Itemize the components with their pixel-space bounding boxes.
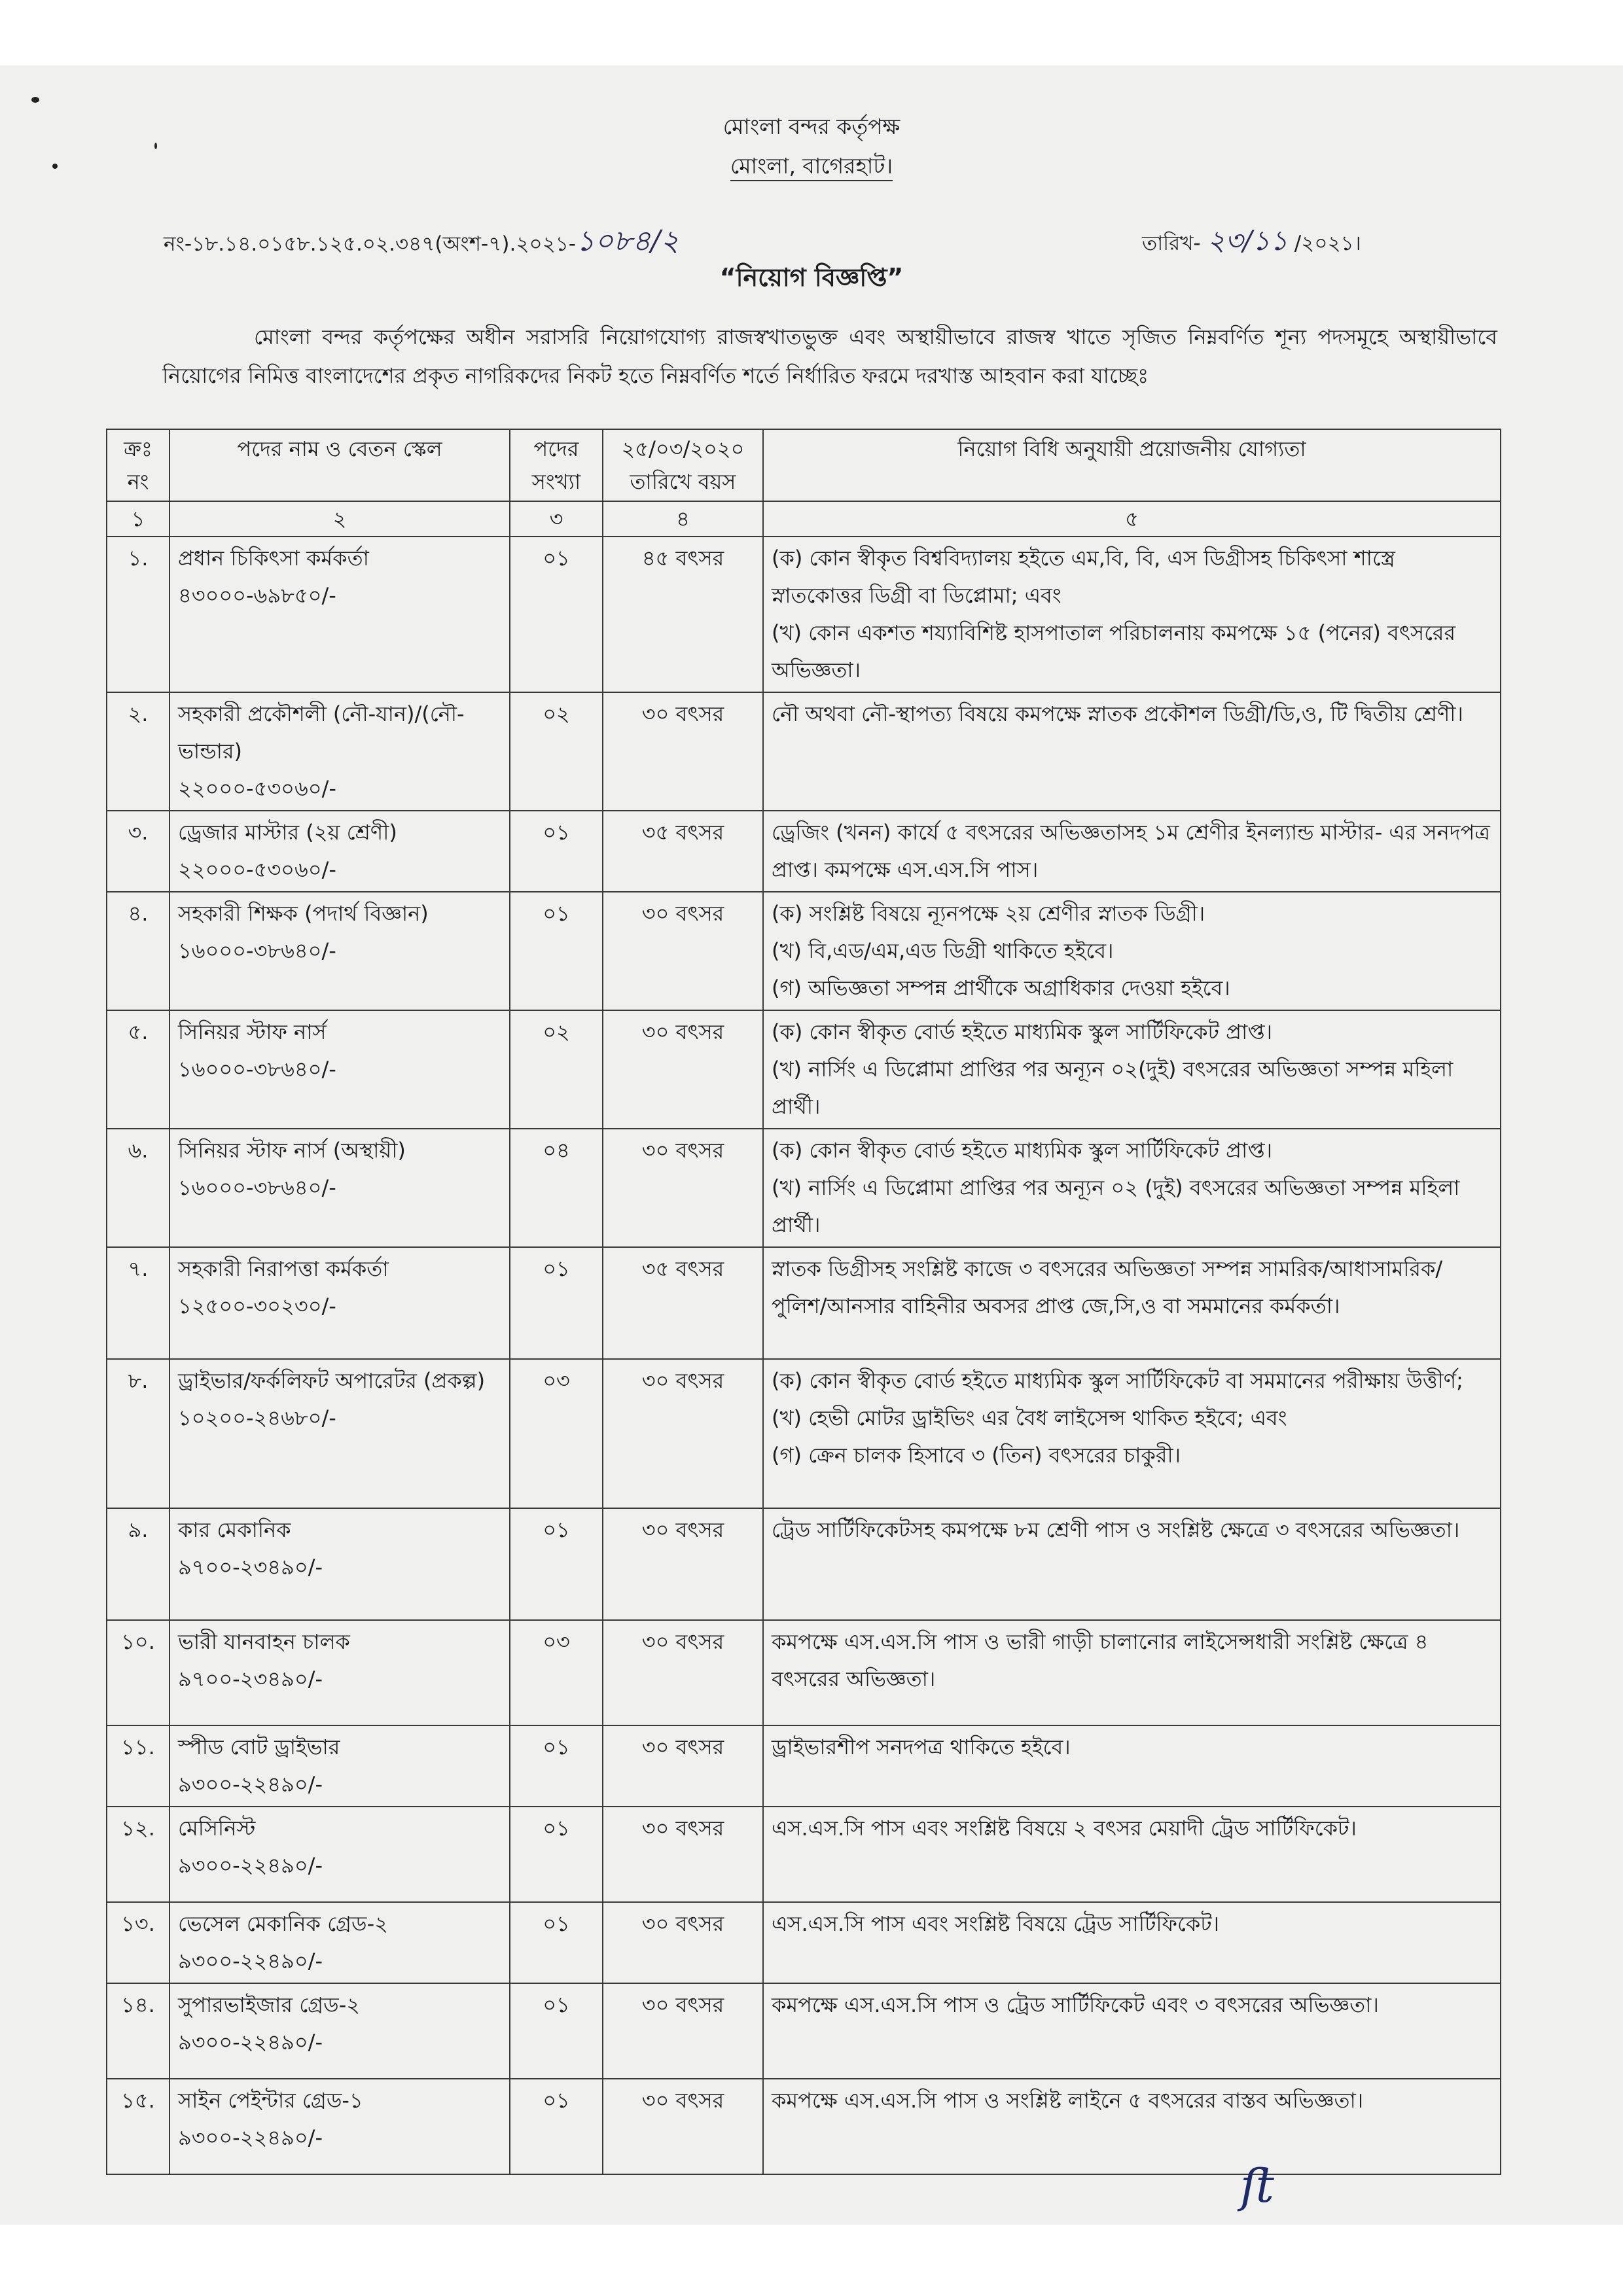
qualification-line: (খ) নার্সিং এ ডিপ্লোমা প্রাপ্তির পর অন্যূন ০২(দুই) বৎসরের অভিজ্ঞতা সম্পন্ন মহিলা প্রার্থী। <box>772 1057 1454 1119</box>
post-cell <box>169 1359 510 1508</box>
post-cell <box>169 537 510 692</box>
index-cell: ৪ <box>603 501 763 537</box>
pay-scale: ১২৫০০-৩০২৩০/- <box>178 1294 336 1318</box>
header-post: পদের নাম ও বেতন স্কেল <box>169 429 510 501</box>
post-name: সহকারী প্রকৌশলী (নৌ-যান)/(নৌ-ভান্ডার) <box>178 701 465 764</box>
pay-scale: ৯৩০০-২২৪৯০/- <box>178 1949 323 1973</box>
qualification-cell <box>763 1129 1501 1247</box>
count-cell: ০১ <box>510 1902 603 1983</box>
pay-scale: ৯৩০০-২২৪৯০/- <box>178 2030 323 2055</box>
serial-cell: ২. <box>107 692 169 811</box>
index-cell: ২ <box>169 501 510 537</box>
qualification-cell <box>763 1010 1501 1129</box>
serial-cell: ৪. <box>107 892 169 1010</box>
scan-speck <box>154 143 157 149</box>
post-cell <box>169 1129 510 1247</box>
table-row <box>107 1359 1501 1508</box>
qualification-line: (ক) কোন স্বীকৃত বোর্ড হইতে মাধ্যমিক স্কুল সার্টিফিকেট প্রাপ্ত। <box>772 1138 1273 1163</box>
count-cell: ০২ <box>510 1010 603 1129</box>
table-row <box>107 2079 1501 2174</box>
table-row <box>107 1902 1501 1983</box>
post-cell <box>169 1508 510 1620</box>
post-name: ড্রাইভার/ফর্কলিফট অপারেটর (প্রকল্প) <box>178 1368 486 1393</box>
qualification-line: (খ) কোন একশত শয্যাবিশিষ্ট হাসপাতাল পরিচালনায় কমপক্ষে ১৫ (পনের) বৎসরের অভিজ্ঞতা। <box>772 620 1456 682</box>
pay-scale: ১০২০০-২৪৬৮০/- <box>178 1405 336 1430</box>
qualification-line: (ক) কোন স্বীকৃত বোর্ড হইতে মাধ্যমিক স্কুল সার্টিফিকেট প্রাপ্ত। <box>772 1019 1273 1044</box>
post-cell <box>169 1807 510 1902</box>
qualification-cell <box>763 1359 1501 1508</box>
table-row <box>107 537 1501 692</box>
pay-scale: ৯৭০০-২৩৪৯০/- <box>178 1667 323 1691</box>
count-cell: ০১ <box>510 1983 603 2079</box>
pay-scale: ১৬০০০-৩৮৬৪০/- <box>178 1175 336 1200</box>
serial-cell: ১৩. <box>107 1902 169 1983</box>
count-cell: ০৪ <box>510 1129 603 1247</box>
serial-cell: ১০. <box>107 1620 169 1725</box>
post-cell <box>169 1725 510 1807</box>
table-row <box>107 1010 1501 1129</box>
qualification-line: (ক) কোন স্বীকৃত বোর্ড হইতে মাধ্যমিক স্কুল সার্টিফিকেট বা সমমানের পরীক্ষায় উত্তীর্ণ; <box>772 1368 1463 1393</box>
pay-scale: ১৬০০০-৩৮৬৪০/- <box>178 938 336 963</box>
qualification-cell <box>763 811 1501 892</box>
count-cell: ০১ <box>510 2079 603 2174</box>
post-name: কার মেকানিক <box>178 1517 291 1542</box>
serial-cell: ১১. <box>107 1725 169 1807</box>
count-cell: ০১ <box>510 537 603 692</box>
qualification-cell <box>763 1247 1501 1359</box>
notice-title: “নিয়োগ বিজ্ঞপ্তি” <box>719 263 904 292</box>
table-row <box>107 1129 1501 1247</box>
pay-scale: ৯৭০০-২৩৪৯০/- <box>178 1555 323 1580</box>
post-cell <box>169 1620 510 1725</box>
post-name: মেসিনিস্ট <box>178 1816 256 1841</box>
qualification-line: কমপক্ষে এস.এস.সি পাস ও সংশ্লিষ্ট লাইনে ৫ বৎসরের বাস্তব অভিজ্ঞতা। <box>772 2088 1364 2113</box>
age-cell: ৩০ বৎসর <box>603 1902 763 1983</box>
qualification-cell <box>763 692 1501 811</box>
age-cell: ৩০ বৎসর <box>603 1983 763 2079</box>
qualification-line: এস.এস.সি পাস এবং সংশ্লিষ্ট বিষয়ে ট্রেড সার্টিফিকেট। <box>772 1911 1220 1936</box>
qualification-cell <box>763 537 1501 692</box>
intro-paragraph: মোংলা বন্দর কর্তৃপক্ষের অধীন সরাসরি নিয়োগযোগ্য রাজস্বখাতভুক্ত এবং অস্থায়ীভাবে রাজস্ব খাতে সৃজিত নিম্নবর্ণিত শূন্য পদসমূহে অস্থায়ীভাবে নিয়োগের নিমিত্ত বাংলাদেশের প্রকৃত নাগরিকদের নিকট হতে নিম্নবর্ণিত শর্তে নির্ধারিত ফরমে দরখাস্ত আহবান করা যাচ্ছেঃ <box>162 325 1497 388</box>
table-row <box>107 892 1501 1010</box>
table-row <box>107 811 1501 892</box>
serial-cell: ১. <box>107 537 169 692</box>
qualification-line: ড্রেজিং (খনন) কার্যে ৫ বৎসরের অভিজ্ঞতাসহ ১ম শ্রেণীর ইনল্যান্ড মাস্টার- এর সনদপত্র প্রাপ্ত। কমপক্ষে এস.এস.সি পাস। <box>772 820 1490 882</box>
post-name: সিনিয়র স্টাফ নার্স (অস্থায়ী) <box>178 1138 406 1163</box>
post-cell <box>169 811 510 892</box>
pay-scale: ২২০০০-৫৩০৬০/- <box>178 776 336 801</box>
age-cell: ৩০ বৎসর <box>603 692 763 811</box>
header-age: ২৫/০৩/২০২০ তারিখে বয়স <box>603 429 763 501</box>
count-cell: ০১ <box>510 1725 603 1807</box>
post-cell <box>169 2079 510 2174</box>
serial-cell: ৮. <box>107 1359 169 1508</box>
memo-number-printed: নং-১৮.১৪.০১৫৮.১২৫.০২.৩৪৭(অংশ-৭).২০২১- <box>164 232 577 256</box>
serial-cell: ৭. <box>107 1247 169 1359</box>
count-cell: ০৩ <box>510 1620 603 1725</box>
age-cell: ৩০ বৎসর <box>603 1508 763 1620</box>
pay-scale: ৯৩০০-২২৪৯০/- <box>178 2125 323 2150</box>
age-cell: ৪৫ বৎসর <box>603 537 763 692</box>
qualification-line: কমপক্ষে এস.এস.সি পাস ও ট্রেড সার্টিফিকেট এবং ৩ বৎসরের অভিজ্ঞতা। <box>772 1992 1379 2017</box>
post-name: সিনিয়র স্টাফ নার্স <box>178 1019 327 1044</box>
memo-number-handwritten: ১০৮৪/২ <box>576 224 679 258</box>
pay-scale: ১৬০০০-৩৮৬৪০/- <box>178 1057 336 1082</box>
qualification-line: স্নাতক ডিগ্রীসহ সংশ্লিষ্ট কাজে ৩ বৎসরের অভিজ্ঞতা সম্পন্ন সামরিক/আধাসামরিক/পুলিশ/আনসার বাহিনীর অবসর প্রাপ্ত জে,সি,ও বা সমমানের কর্মকর্তা। <box>772 1256 1443 1318</box>
qualification-cell <box>763 1725 1501 1807</box>
table-row <box>107 1725 1501 1807</box>
scan-speck <box>31 97 39 103</box>
qualification-line: ড্রাইভারশীপ সনদপত্র থাকিতে হইবে। <box>772 1735 1071 1759</box>
count-cell: ০১ <box>510 892 603 1010</box>
post-name: সুপারভাইজার গ্রেড-২ <box>178 1992 361 2017</box>
qualification-line: (খ) বি,এড/এম,এড ডিগ্রী থাকিতে হইবে। <box>772 938 1114 963</box>
post-name: প্রধান চিকিৎসা কর্মকর্তা <box>178 546 369 571</box>
age-cell: ৩০ বৎসর <box>603 1129 763 1247</box>
count-cell: ০১ <box>510 1247 603 1359</box>
post-cell <box>169 1983 510 2079</box>
qualification-cell <box>763 1508 1501 1620</box>
pay-scale: ৯৩০০-২২৪৯০/- <box>178 1853 323 1878</box>
qualification-line: (গ) অভিজ্ঞতা সম্পন্ন প্রার্থীকে অগ্রাধিকার দেওয়া হইবে। <box>772 976 1230 1000</box>
post-name: ড্রেজার মাস্টার (২য় শ্রেণী) <box>178 820 397 845</box>
table-row <box>107 1807 1501 1902</box>
age-cell: ৩০ বৎসর <box>603 1010 763 1129</box>
date-year: /২০২১। <box>1294 232 1361 255</box>
age-cell: ৩৫ বৎসর <box>603 811 763 892</box>
qualification-cell <box>763 1620 1501 1725</box>
post-cell <box>169 1902 510 1983</box>
table-header-row <box>107 429 1501 501</box>
qualification-line: কমপক্ষে এস.এস.সি পাস ও ভারী গাড়ী চালানোর লাইসেন্সধারী সংশ্লিষ্ট ক্ষেত্রে ৪ বৎসরের অভিজ্ঞতা। <box>772 1629 1429 1691</box>
header-qualification: নিয়োগ বিধি অনুযায়ী প্রয়োজনীয় যোগ্যতা <box>763 429 1501 501</box>
qualification-line: ট্রেড সার্টিফিকেটসহ কমপক্ষে ৮ম শ্রেণী পাস ও সংশ্লিষ্ট ক্ষেত্রে ৩ বৎসরের অভিজ্ঞতা। <box>772 1517 1460 1542</box>
qualification-cell <box>763 1902 1501 1983</box>
organization-address: মোংলা, বাগেরহাট। <box>0 152 1623 181</box>
serial-cell: ১৪. <box>107 1983 169 2079</box>
serial-cell: ৫. <box>107 1010 169 1129</box>
index-cell: ৫ <box>763 501 1501 537</box>
organization-name: মোংলা বন্দর কর্তৃপক্ষ <box>722 114 901 139</box>
age-cell: ৩০ বৎসর <box>603 1359 763 1508</box>
age-cell: ৩০ বৎসর <box>603 892 763 1010</box>
date-label: তারিখ- <box>1142 232 1201 255</box>
qualification-line: এস.এস.সি পাস এবং সংশ্লিষ্ট বিষয়ে ২ বৎসর মেয়াদী ট্রেড সার্টিফিকেট। <box>772 1816 1357 1841</box>
post-name: সহকারী শিক্ষক (পদার্থ বিজ্ঞান) <box>178 901 429 926</box>
count-cell: ০১ <box>510 1807 603 1902</box>
qualification-cell <box>763 1983 1501 2079</box>
index-cell: ১ <box>107 501 169 537</box>
table-index-row <box>107 501 1501 537</box>
pay-scale: ২২০০০-৫৩০৬০/- <box>178 857 336 882</box>
serial-cell: ৯. <box>107 1508 169 1620</box>
age-cell: ৩০ বৎসর <box>603 1725 763 1807</box>
post-cell <box>169 1247 510 1359</box>
qualification-line: (ক) কোন স্বীকৃত বিশ্ববিদ্যালয় হইতে এম,বি, বি, এস ডিগ্রীসহ চিকিৎসা শাস্ত্রে স্নাতকোত্তর ডিগ্রী বা ডিপ্লোমা; এবং <box>772 546 1395 608</box>
age-cell: ৩৫ বৎসর <box>603 1247 763 1359</box>
count-cell: ০২ <box>510 692 603 811</box>
age-cell: ৩০ বৎসর <box>603 2079 763 2174</box>
post-name: স্পীড বোট ড্রাইভার <box>178 1735 340 1759</box>
table-row <box>107 1983 1501 2079</box>
qualification-cell <box>763 2079 1501 2174</box>
qualification-line: (ক) সংশ্লিষ্ট বিষয়ে ন্যূনপক্ষে ২য় শ্রেণীর স্নাতক ডিগ্রী। <box>772 901 1205 926</box>
qualification-line: (খ) হেভী মোটর ড্রাইভিং এর বৈধ লাইসেন্স থাকিত হইবে; এবং <box>772 1405 1287 1430</box>
pay-scale: ৯৩০০-২২৪৯০/- <box>178 1772 323 1797</box>
header-serial: ক্রঃ নং <box>107 429 169 501</box>
post-name: ভারী যানবাহন চালক <box>178 1629 350 1654</box>
qualification-line: নৌ অথবা নৌ-স্থাপত্য বিষয়ে কমপক্ষে স্নাতক প্রকৌশল ডিগ্রী/ডি,ও, টি দ্বিতীয় শ্রেণী। <box>772 701 1463 726</box>
qualification-line: (খ) নার্সিং এ ডিপ্লোমা প্রাপ্তির পর অন্যূন ০২ (দুই) বৎসরের অভিজ্ঞতা সম্পন্ন মহিলা প্রার্থী। <box>772 1175 1460 1237</box>
table-row <box>107 692 1501 811</box>
pay-scale: ৪৩০০০-৬৯৮৫০/- <box>178 583 336 608</box>
qualification-cell <box>763 1807 1501 1902</box>
header-count: পদের সংখ্যা <box>510 429 603 501</box>
date-handwritten: ২৩/১১ <box>1207 224 1288 256</box>
index-cell: ৩ <box>510 501 603 537</box>
age-cell: ৩০ বৎসর <box>603 1620 763 1725</box>
serial-cell: ৩. <box>107 811 169 892</box>
age-cell: ৩০ বৎসর <box>603 1807 763 1902</box>
signature: ﬅ <box>1240 2159 1275 2213</box>
post-name: ভেসেল মেকানিক গ্রেড-২ <box>178 1911 388 1936</box>
serial-cell: ১৫. <box>107 2079 169 2174</box>
post-cell <box>169 892 510 1010</box>
post-cell <box>169 692 510 811</box>
table-row <box>107 1620 1501 1725</box>
count-cell: ০১ <box>510 811 603 892</box>
table-body <box>107 537 1501 2174</box>
serial-cell: ১২. <box>107 1807 169 1902</box>
vacancy-table <box>106 429 1501 2175</box>
post-name: সাইন পেইন্টার গ্রেড-১ <box>178 2088 363 2113</box>
post-cell <box>169 1010 510 1129</box>
qualification-cell <box>763 892 1501 1010</box>
table-row <box>107 1247 1501 1359</box>
serial-cell: ৬. <box>107 1129 169 1247</box>
post-name: সহকারী নিরাপত্তা কর্মকর্তা <box>178 1256 389 1281</box>
count-cell: ০৩ <box>510 1359 603 1508</box>
qualification-line: (গ) ক্রেন চালক হিসাবে ৩ (তিন) বৎসরের চাকুরী। <box>772 1443 1181 1468</box>
count-cell: ০১ <box>510 1508 603 1620</box>
table-row <box>107 1508 1501 1620</box>
